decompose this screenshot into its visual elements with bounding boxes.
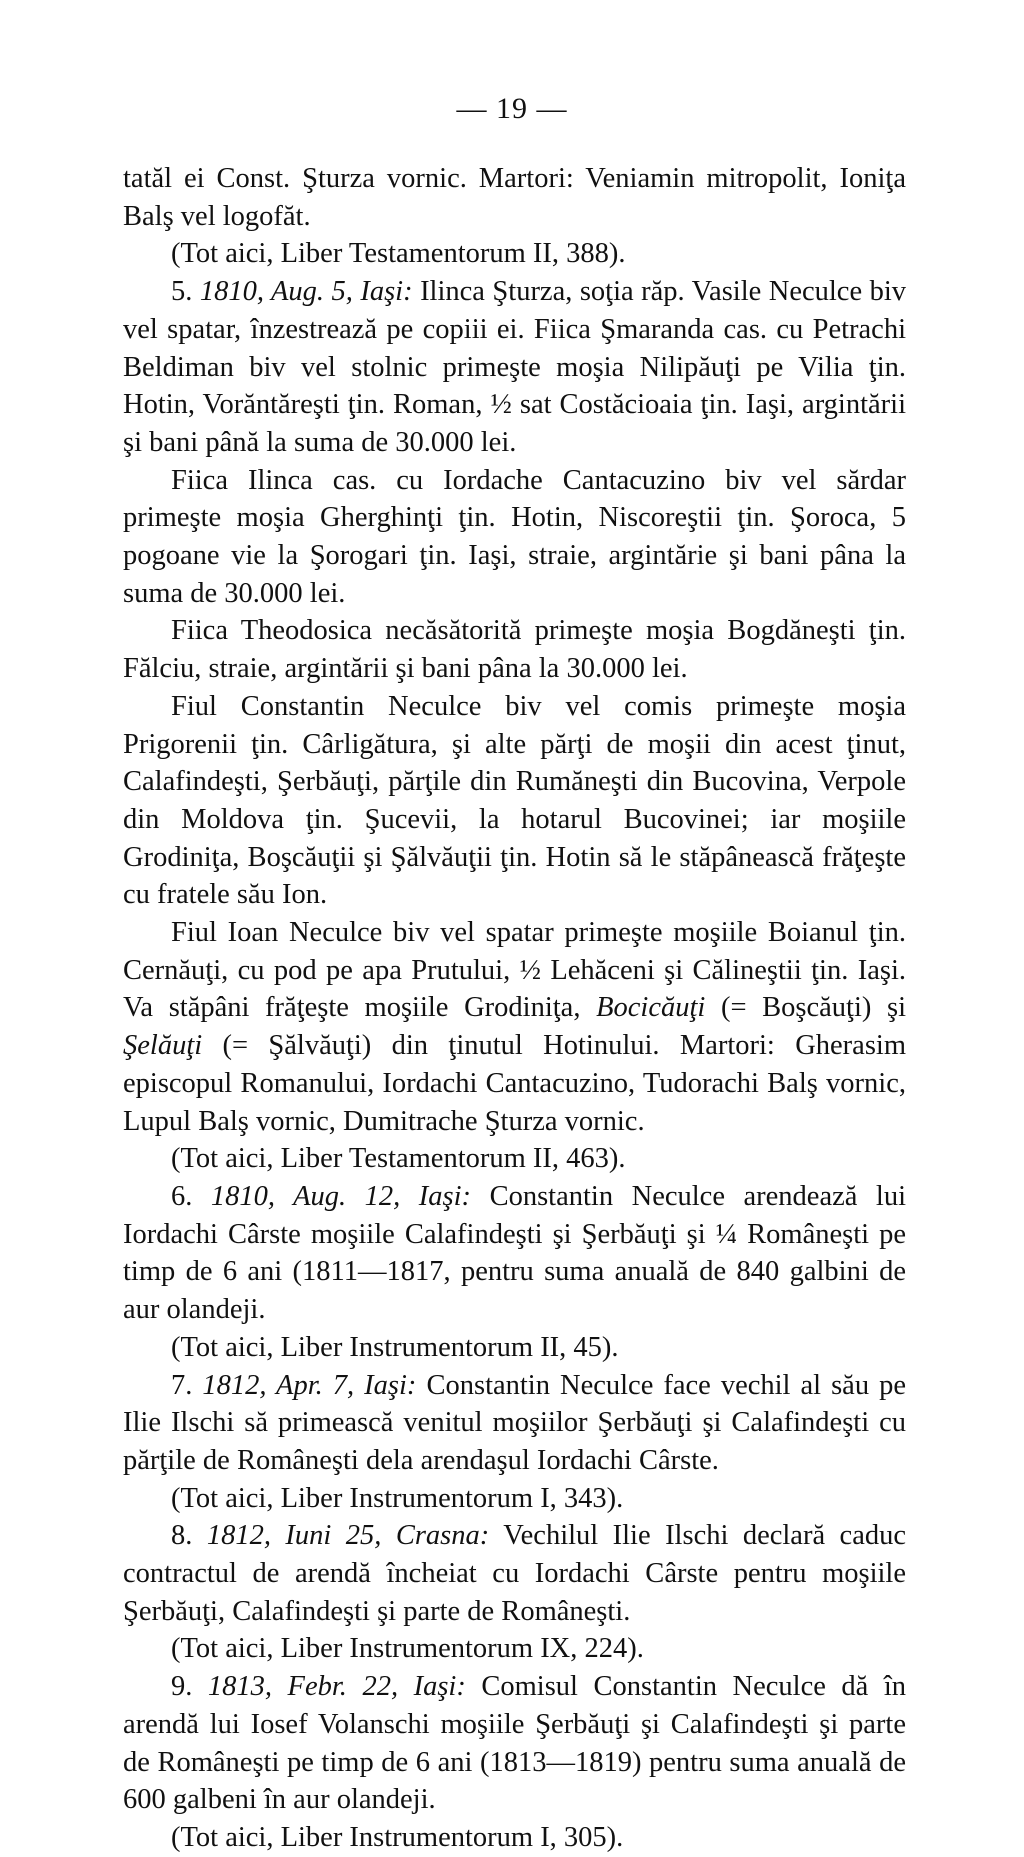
paragraph [123,914,906,1140]
citation: (Tot aici, Liber Testamentorum II, 463). [171,1143,626,1175]
entry-text: Comisul Constantin Neculce dă în arendă lui Iosef Volanschi moşiile Şerbăuţi şi Calafindeşti şi parte de Româneşti pe timp de 6 ani (1813—1819) pentru suma anuală de 600 galbeni în aur olandeji. [123,1671,907,1816]
entry-text: Ilinca Şturza, soţia răp. Vasile Neculce biv vel spatar, înzestrează pe copiii ei. Fiica Şmaranda cas. cu Petrachi Beldiman biv vel stolnic primeşte moşia Nilipăuţi pe Vilia ţin. Hotin, Vorăntăreşti ţin. Roman, ½ sat Costăcioaia ţin. Iaşi, argintării şi bani până la suma de 30.000 lei. [123,276,907,458]
entry-number: 5. [171,276,193,308]
paragraph: Fiul Constantin Neculce biv vel comis primeşte moşia Prigorenii ţin. Cârligătura, şi alte părţi de moşii din acest ţinut, Calafindeşti, Şerbăuţi, părţile din Rumăneşti din Bucovina, Verpole din Moldova ţin. Şucevii, la hotarul Bucovinei; iar moşiile Grodiniţa, Boşcăuţii şi Şălvăuţii ţin. Hotin să le stăpânească frăţeşte cu fratele său Ion. [123,690,906,911]
page-number: — 19 — [456,92,568,125]
italic-term: Bocicăuţi [596,992,706,1024]
entry-date: 1812, Iuni 25, Crasna: [206,1520,490,1552]
paragraph-continuation: tatăl ei Const. Şturza vornic. Martori: Veniamin mitropolit, Ioniţa Balş vel logofăt. [123,163,906,232]
entry-9 [123,1668,906,1819]
entry-date: 1812, Apr. 7, Iaşi: [202,1369,417,1401]
entry-8 [123,1517,906,1630]
paragraph: Fiica Theodosica necăsătorită primeşte moşia Bogdăneşti ţin. Fălciu, straie, argintării şi bani pâna la 30.000 lei. [123,615,906,685]
paragraph-text: (= Boşcăuţi) şi [720,992,907,1024]
document-body [123,160,906,1857]
entry-date: 1810, Aug. 5, Iaşi: [199,276,413,308]
paragraph-text: Fiul Ioan Neculce biv vel spatar primeşte moşiile Boianul ţin. Cernăuţi, cu pod pe apa Prutului, ½ Lehăceni şi Călineştii ţin. Iaşi. Va stăpâni frăţeşte moşiile Grodiniţa, [123,917,906,1024]
italic-term: Şelăuţi [123,1030,203,1062]
entry-7 [123,1367,906,1480]
entry-number: 8. [171,1520,193,1552]
entry-number: 6. [171,1180,193,1212]
paragraph: Fiica Ilinca cas. cu Iordache Cantacuzino biv vel sărdar primeşte moşia Gherghinţi ţin. Hotin, Niscoreştii ţin. Şoroca, 5 pogoane vie la Şorogari ţin. Iaşi, straie, argintărie şi bani pâna la suma de 30.000 lei. [123,464,906,609]
entry-text: Constantin Neculce face vechil al său pe Ilie Ilschi să primească venitul moşiilor Şerbăuţi şi Calafindeşti cu părţile de Româneşti dela arendaşul Iordachi Cârste. [123,1369,907,1476]
citation: (Tot aici, Liber Instrumentorum I, 343). [171,1482,624,1514]
citation: (Tot aici, Liber Instrumentorum IX, 224). [171,1633,644,1665]
paragraph-text: (= Şălvăuţi) din ţinutul Hotinului. Martori: Gherasim episcopul Romanului, Iordachi Cantacuzino, Tudorachi Balş vornic, Lupul Balş vornic, Dumitrache Şturza vornic. [123,1030,906,1137]
entry-text: Vechilul Ilie Ilschi declară caduc contractul de arendă încheiat cu Iordachi Cârste pentru moşiile Şerbăuţi, Calafindeşti şi parte de Româneşti. [123,1520,906,1627]
entry-5 [123,273,906,462]
citation: (Tot aici, Liber Instrumentorum II, 45). [171,1331,619,1363]
entry-6 [123,1178,906,1329]
citation: (Tot aici, Liber Instrumentorum I, 305). [171,1821,624,1853]
entry-number: 7. [171,1369,193,1401]
entry-date: 1810, Aug. 12, Iaşi: [210,1180,472,1212]
entry-text: Constantin Neculce arendează lui Iordachi Cârste moşiile Calafindeşti şi Şerbăuţi şi ¼ Româneşti pe timp de 6 ani (1811—1817, pentru suma anuală de 840 galbini de aur olandeji. [123,1180,907,1326]
entry-date: 1813, Febr. 22, Iaşi: [207,1671,466,1703]
entry-number: 9. [171,1671,193,1703]
citation: (Tot aici, Liber Testamentorum II, 388). [171,238,626,270]
